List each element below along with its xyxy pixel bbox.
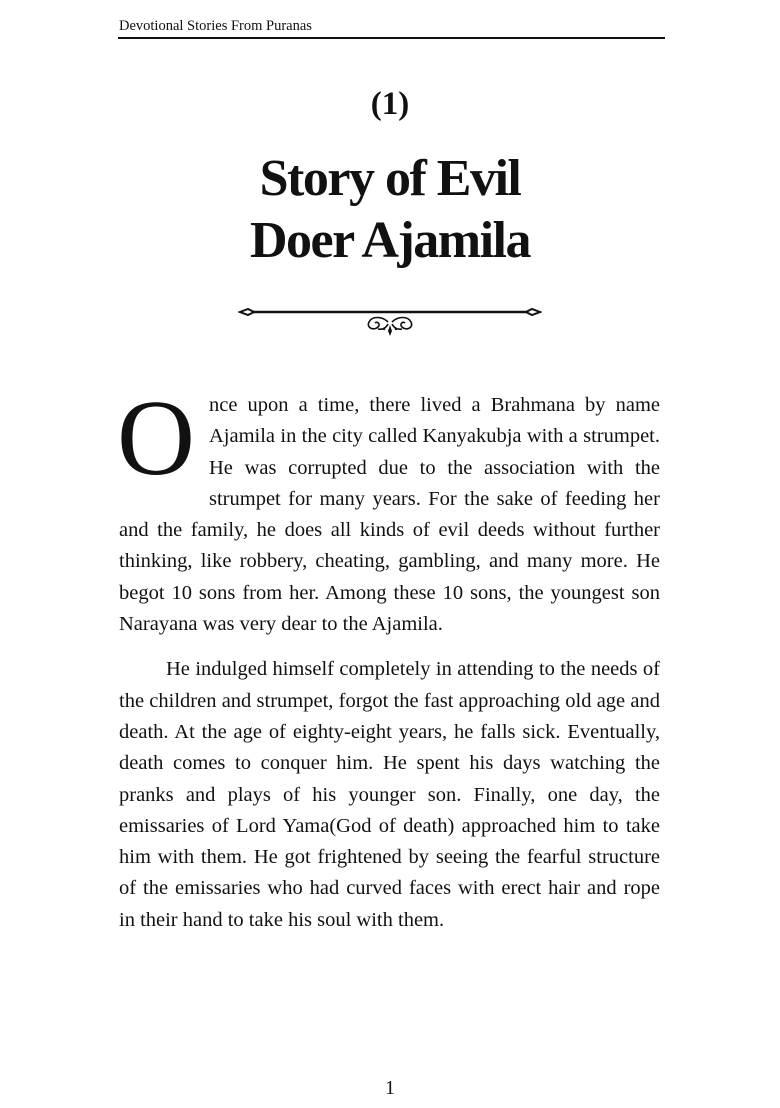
running-head: Devotional Stories From Puranas <box>119 18 312 34</box>
ornament-divider-icon <box>238 300 542 340</box>
chapter-title-line-1: Story of Evil <box>259 150 521 207</box>
paragraph-1 <box>117 379 660 640</box>
page-number: 1 <box>385 1077 395 1099</box>
chapter-number: (1) <box>370 86 410 122</box>
chapter-title <box>0 148 780 272</box>
header-rule <box>118 37 665 39</box>
drop-cap: O <box>117 379 195 498</box>
paragraph-2: He indulged himself completely in attending to the needs of the children and strumpet, forgot the fast approaching old age and death. At the age of eighty-eight years, he falls sick. Eventually, death comes to conquer him. He spent his days watching the pranks and plays of his younger son. Finally, one day, the emissaries of Lord Yama(God of death) approached him to take him with them. He got frightened by seeing the fearful structure of the emissaries who had curved faces with erect hair and rope in their hand to take his soul with them. <box>119 658 660 931</box>
paragraph-1-text: nce upon a time, there lived a Brahmana by name Ajamila in the city called Kanyakubja with a strumpet. He was corrupted due to the association with the strumpet for many years. For the sake of feeding her and the family, he does all kinds of evil deeds without further thinking, like robbery, cheating, gambling, and many more. He begot 10 sons from her. Among these 10 sons, the youngest son Narayana was very dear to the Ajamila. <box>119 394 660 636</box>
chapter-title-line-2: Doer Ajamila <box>250 212 530 269</box>
body-text <box>117 379 660 936</box>
